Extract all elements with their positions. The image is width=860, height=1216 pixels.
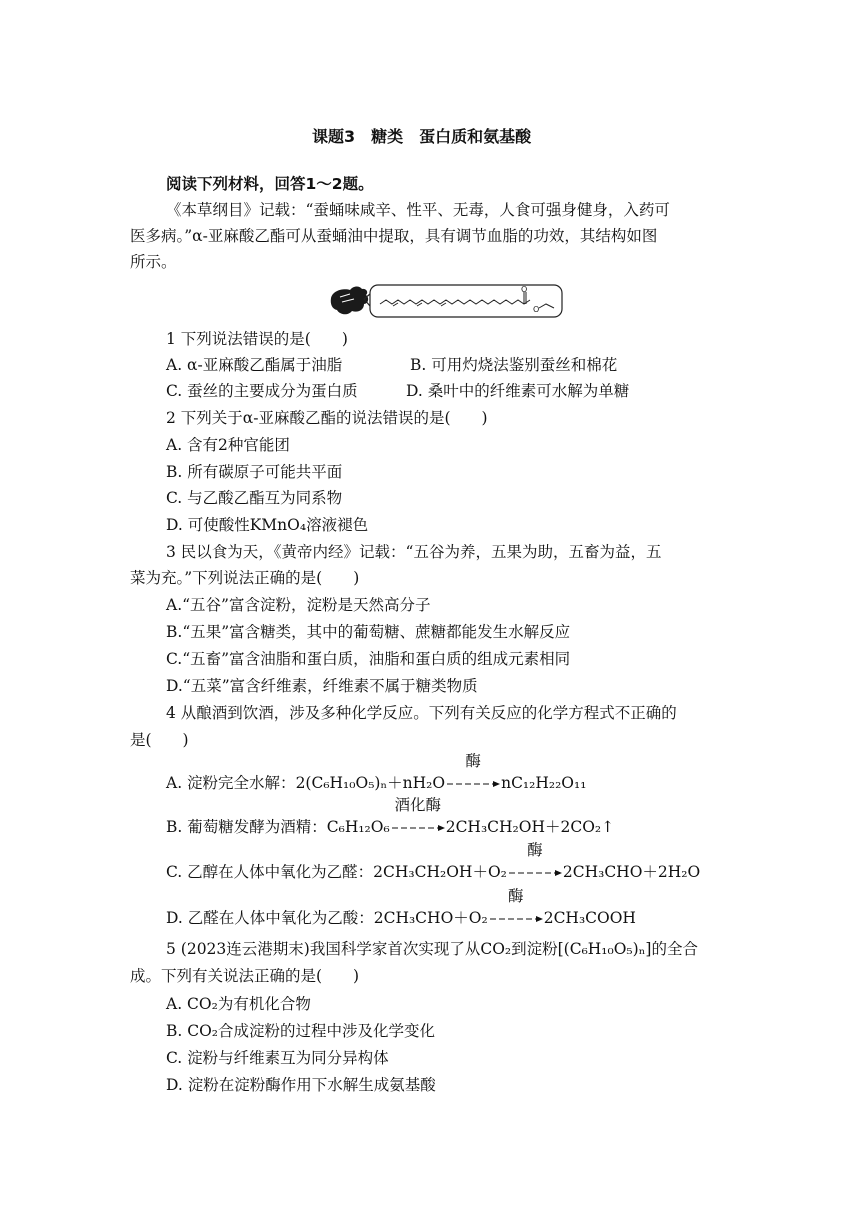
- q4-c-condition: 酶: [527, 841, 543, 859]
- page-title: 课题3 糖类 蛋白质和氨基酸: [312, 127, 532, 146]
- q3-stem-line-1: 3 民以食为天，《黄帝内经》记载：“五谷为养，五果为助，五畜为益，五: [166, 543, 662, 561]
- q4-d-label: D. 乙醛在人体中氧化为乙酸：: [166, 909, 374, 927]
- q1-option-c: C. 蚕丝的主要成分为蛋白质: [166, 382, 358, 400]
- q5-option-b: B. CO₂合成淀粉的过程中涉及化学变化: [166, 1022, 436, 1040]
- svg-text:O: O: [521, 285, 528, 294]
- q4-d-reactants: 2CH₃CHO＋O₂: [373, 909, 488, 927]
- dashed-arrow-icon: [507, 868, 563, 878]
- q4-b-condition: 酒化酶: [394, 796, 441, 814]
- q5-option-d: D. 淀粉在淀粉酶作用下水解生成氨基酸: [166, 1076, 436, 1094]
- q4-a-products: nC₁₂H₂₂O₁₁: [501, 774, 587, 792]
- dashed-arrow-icon: [445, 779, 501, 789]
- q4-a-condition: 酶: [465, 752, 481, 770]
- q4-c-label: C. 乙醇在人体中氧化为乙醛：: [166, 863, 374, 881]
- q4-d-condition: 酶: [507, 887, 524, 905]
- q4-option-a: [166, 752, 587, 794]
- linolenate-structure-diagram: [328, 280, 564, 322]
- q1-option-a: A. α-亚麻酸乙酯属于油脂: [166, 356, 343, 374]
- material-line-1: 《本草纲目》记载：“蚕蛹味咸辛、性平、无毒，人食可强身健身，入药可: [166, 201, 670, 219]
- q4-b-products: 2CH₃CH₂OH＋2CO₂↑: [445, 818, 615, 836]
- q5-stem-line-1: 5 (2023连云港期末)我国科学家首次实现了从CO₂到淀粉[(C₆H₁₀O₅)ₙ]的全合: [166, 940, 698, 958]
- q3-stem-line-2: 菜为充。”下列说法正确的是( ): [130, 569, 360, 587]
- q5-option-a: A. CO₂为有机化合物: [166, 995, 311, 1013]
- q2-stem: 2 下列关于α-亚麻酸乙酯的说法错误的是( ): [166, 409, 488, 427]
- q5-option-c: C. 淀粉与纤维素互为同分异构体: [166, 1049, 389, 1067]
- q4-a-label: A. 淀粉完全水解：: [166, 774, 296, 792]
- material-line-3: 所示。: [130, 253, 177, 271]
- q3-option-d: D.“五菜”富含纤维素，纤维素不属于糖类物质: [166, 677, 478, 695]
- q4-stem-line-1: 4 从酿酒到饮酒，涉及多种化学反应。下列有关反应的化学方程式不正确的: [166, 704, 677, 722]
- q4-b-label: B. 葡萄糖发酵为酒精：: [166, 818, 327, 836]
- q2-option-d: D. 可使酸性KMnO₄溶液褪色: [166, 516, 369, 534]
- q4-option-c: [166, 841, 701, 883]
- q5-stem-line-2: 成。下列有关说法正确的是( ): [130, 967, 360, 985]
- q3-option-c: C.“五畜”富含油脂和蛋白质，油脂和蛋白质的组成元素相同: [166, 650, 571, 668]
- q4-b-arrow: [390, 796, 446, 838]
- dashed-arrow-icon: [390, 823, 446, 833]
- material-line-2: 医多病。”α-亚麻酸乙酯可从蚕蛹油中提取，具有调节血脂的功效，其结构如图: [130, 227, 658, 245]
- q4-a-arrow: [445, 752, 501, 794]
- svg-text:O: O: [533, 305, 540, 314]
- q4-c-products: 2CH₃CHO＋2H₂O: [562, 863, 701, 881]
- silkworm-pupa-icon: [331, 286, 368, 314]
- q1-option-d: D. 桑叶中的纤维素可水解为单糖: [406, 382, 630, 400]
- q3-option-b: B.“五果”富含糖类，其中的葡萄糖、蔗糖都能发生水解反应: [166, 623, 571, 641]
- q4-d-arrow: [488, 887, 544, 929]
- q3-option-a: A.“五谷”富含淀粉，淀粉是天然高分子: [166, 596, 431, 614]
- q4-b-reactants: C₆H₁₂O₆: [326, 818, 390, 836]
- q1-option-b: B. 可用灼烧法鉴别蚕丝和棉花: [410, 356, 618, 374]
- q2-option-c: C. 与乙酸乙酯互为同系物: [166, 489, 343, 507]
- q2-option-a: A. 含有2种官能团: [166, 436, 290, 454]
- q1-stem: 1 下列说法错误的是( ): [166, 330, 348, 348]
- q4-stem-line-2: 是( ): [130, 731, 189, 749]
- q2-option-b: B. 所有碳原子可能共平面: [166, 463, 343, 481]
- q4-c-arrow: [507, 841, 563, 883]
- q4-a-reactants: 2(C₆H₁₀O₅)ₙ＋nH₂O: [295, 774, 446, 792]
- q4-option-b: [166, 796, 615, 838]
- q4-d-products: 2CH₃COOH: [543, 909, 636, 927]
- reading-intro: 阅读下列材料，回答1～2题。: [166, 175, 374, 193]
- structure-figure: [328, 280, 564, 322]
- q4-c-reactants: 2CH₃CH₂OH＋O₂: [373, 863, 507, 881]
- q4-option-d: [166, 887, 636, 929]
- dashed-arrow-icon: [488, 914, 544, 924]
